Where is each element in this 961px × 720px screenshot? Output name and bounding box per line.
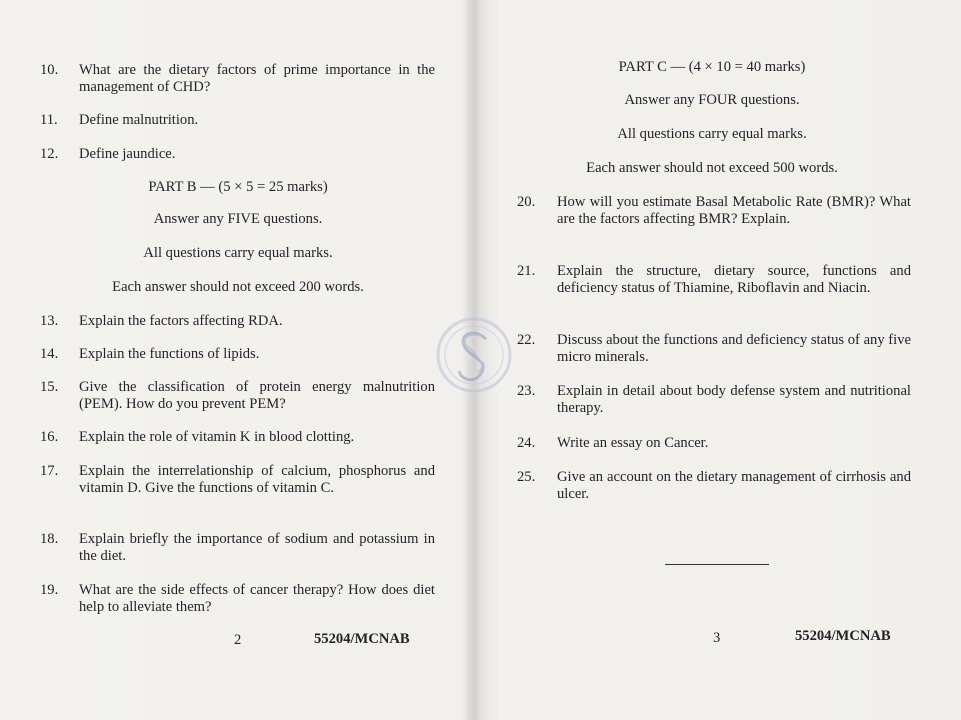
question-number: 13. — [40, 313, 59, 329]
question-text: Explain the structure, dietary source, functions and deficiency status of Thiamine, Riboflavin and Niacin. — [557, 263, 911, 296]
question-number: 11. — [40, 112, 58, 128]
question-number: 15. — [40, 379, 59, 395]
question-text: How will you estimate Basal Metabolic Rate (BMR)? What are the factors affecting BMR? Explain. — [557, 194, 911, 227]
question-text: Discuss about the functions and deficiency status of any five micro minerals. — [557, 332, 911, 365]
question-text: Give the classification of protein energy malnutrition (PEM). How do you prevent PEM? — [79, 379, 435, 412]
part-c-instruction: All questions carry equal marks. — [617, 126, 807, 142]
question-number: 24. — [517, 435, 536, 451]
part-b-heading: PART B — (5 × 5 = 25 marks) — [148, 179, 328, 195]
end-of-paper-rule — [665, 564, 769, 565]
question-number: 17. — [40, 463, 59, 479]
question-text: Explain in detail about body defense system and nutritional therapy. — [557, 383, 911, 416]
right-page — [480, 0, 961, 720]
question-text: Give an account on the dietary management of cirrhosis and ulcer. — [557, 469, 911, 502]
question-number: 10. — [40, 62, 59, 78]
part-b-instruction: All questions carry equal marks. — [143, 245, 333, 261]
question-number: 19. — [40, 582, 59, 598]
question-text: What are the dietary factors of prime importance in the management of CHD? — [79, 62, 435, 95]
question-number: 22. — [517, 332, 536, 348]
part-b-instruction: Each answer should not exceed 200 words. — [112, 279, 364, 295]
page-number: 2 — [234, 632, 242, 648]
question-number: 20. — [517, 194, 536, 210]
question-text: What are the side effects of cancer therapy? How does diet help to alleviate them? — [79, 582, 435, 615]
part-b-instruction: Answer any FIVE questions. — [153, 211, 323, 227]
part-c-instruction: Answer any FOUR questions. — [624, 92, 800, 108]
question-text: Explain the functions of lipids. — [79, 346, 260, 362]
question-text: Explain the interrelationship of calcium, phosphorus and vitamin D. Give the functions of vitamin C. — [79, 463, 435, 496]
question-number: 12. — [40, 146, 59, 162]
question-text: Write an essay on Cancer. — [557, 435, 709, 451]
page-number: 3 — [713, 630, 721, 646]
left-page — [0, 0, 470, 720]
paper-code: 55204/MCNAB — [314, 631, 410, 647]
question-number: 14. — [40, 346, 59, 362]
question-text: Explain briefly the importance of sodium and potassium in the diet. — [79, 531, 435, 564]
paper-code: 55204/MCNAB — [795, 628, 891, 644]
question-number: 16. — [40, 429, 59, 445]
question-text: Explain the role of vitamin K in blood clotting. — [79, 429, 355, 445]
question-number: 18. — [40, 531, 59, 547]
question-number: 25. — [517, 469, 536, 485]
question-number: 21. — [517, 263, 536, 279]
question-number: 23. — [517, 383, 536, 399]
question-text: Define jaundice. — [79, 146, 176, 162]
part-c-heading: PART C — (4 × 10 = 40 marks) — [618, 59, 806, 75]
part-c-instruction: Each answer should not exceed 500 words. — [586, 160, 838, 176]
question-text: Explain the factors affecting RDA. — [79, 313, 283, 329]
question-text: Define malnutrition. — [79, 112, 199, 128]
